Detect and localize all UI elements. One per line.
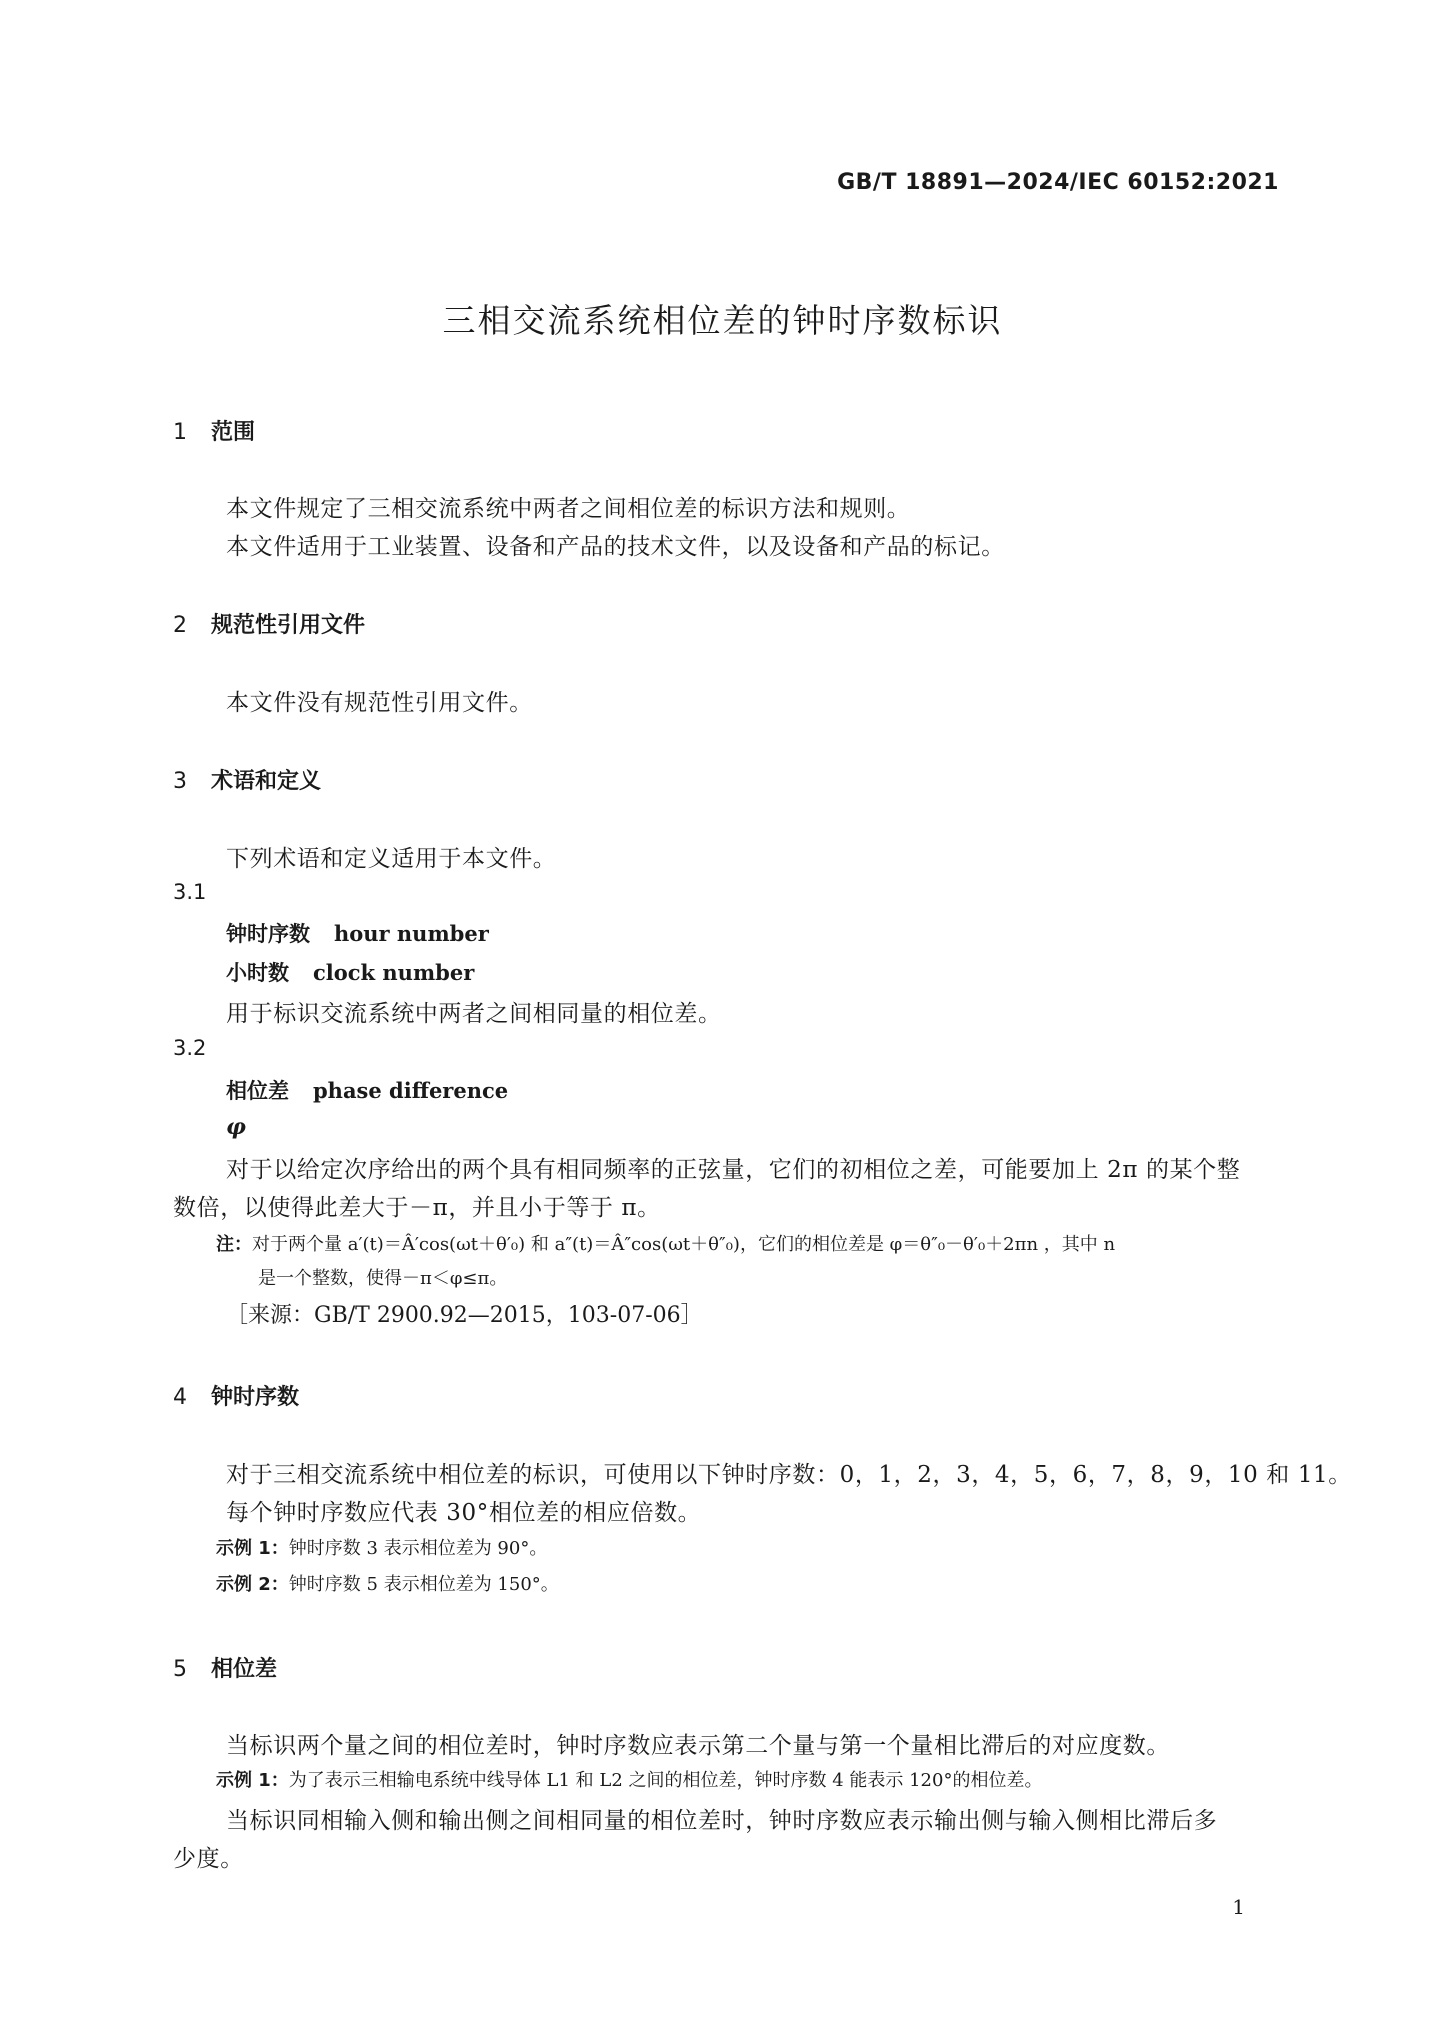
clause-number: 3.1 — [173, 880, 207, 904]
example-label: 示例 1： — [216, 1538, 289, 1559]
clause-number: 3.2 — [173, 1036, 207, 1060]
definition-continued: 数倍，以使得此差大于－π，并且小于等于 π。 — [173, 1195, 661, 1221]
section-title: 规范性引用文件 — [211, 613, 366, 638]
example — [216, 1766, 1042, 1792]
paragraph-continued: 少度。 — [173, 1846, 244, 1872]
note-label: 注： — [216, 1234, 252, 1255]
example-text: 钟时序数 3 表示相位差为 90°。 — [288, 1538, 548, 1559]
paragraph: 当标识两个量之间的相位差时，钟时序数应表示第二个量与第一个量相比滞后的对应度数。 — [226, 1733, 1170, 1759]
standard-number: GB/T 18891—2024/IEC 60152:2021 — [837, 170, 1279, 195]
section-number: 2 — [173, 613, 187, 638]
section-number: 3 — [173, 769, 187, 794]
term-entry — [226, 1075, 508, 1105]
example — [216, 1570, 559, 1596]
term-symbol: φ — [226, 1114, 246, 1140]
term-en: phase difference — [313, 1078, 509, 1103]
paragraph: 本文件规定了三相交流系统中两者之间相位差的标识方法和规则。 — [226, 496, 911, 522]
section-number: 5 — [173, 1657, 187, 1682]
example-label: 示例 2： — [216, 1574, 289, 1595]
term-zh: 钟时序数 — [226, 922, 310, 946]
term-en: hour number — [334, 921, 489, 946]
example-text: 钟时序数 5 表示相位差为 150°。 — [288, 1574, 559, 1595]
paragraph: 本文件适用于工业装置、设备和产品的技术文件，以及设备和产品的标记。 — [226, 534, 1005, 560]
note-text: 对于两个量 a′(t)＝Â′cos(ωt＋θ′₀) 和 a″(t)＝Â″cos(ωt＋θ″₀)，它们的相位差是 φ＝θ″₀－θ′₀＋2πn ，其中 n — [252, 1234, 1116, 1255]
note — [216, 1230, 1115, 1256]
paragraph: 对于三相交流系统中相位差的标识，可使用以下钟时序数：0，1，2，3，4，5，6，7，8，9，10 和 11。 — [226, 1462, 1352, 1488]
example-text: 为了表示三相输电系统中线导体 L1 和 L2 之间的相位差，钟时序数 4 能表示 120°的相位差。 — [288, 1770, 1043, 1791]
definition: 用于标识交流系统中两者之间相同量的相位差。 — [226, 1001, 722, 1027]
section-1-heading — [173, 415, 255, 446]
paragraph: 当标识同相输入侧和输出侧之间相同量的相位差时，钟时序数应表示输出侧与输入侧相比滞后多 — [226, 1808, 1218, 1834]
term-zh: 相位差 — [226, 1079, 289, 1103]
note-continued: 是一个整数，使得－π＜φ≤π。 — [258, 1268, 508, 1289]
paragraph: 本文件没有规范性引用文件。 — [226, 690, 533, 716]
section-number: 1 — [173, 420, 187, 445]
section-number: 4 — [173, 1385, 187, 1410]
page-number: 1 — [1232, 1895, 1245, 1919]
term-entry — [226, 957, 474, 987]
section-title: 钟时序数 — [211, 1385, 300, 1410]
example — [216, 1534, 547, 1560]
paragraph: 每个钟时序数应代表 30°相位差的相应倍数。 — [226, 1500, 702, 1526]
section-title: 范围 — [211, 420, 256, 445]
source-reference: ［来源：GB/T 2900.92—2015，103-07-06］ — [226, 1303, 703, 1328]
term-entry — [226, 918, 489, 948]
section-4-heading — [173, 1380, 299, 1411]
example-label: 示例 1： — [216, 1770, 289, 1791]
term-en: clock number — [313, 960, 475, 985]
section-title: 术语和定义 — [211, 769, 322, 794]
section-3-heading — [173, 764, 321, 795]
section-5-heading — [173, 1652, 277, 1683]
document-title: 三相交流系统相位差的钟时序数标识 — [442, 301, 1003, 340]
term-zh: 小时数 — [226, 961, 289, 985]
paragraph: 下列术语和定义适用于本文件。 — [226, 846, 557, 872]
section-title: 相位差 — [211, 1657, 278, 1682]
definition: 对于以给定次序给出的两个具有相同频率的正弦量，它们的初相位之差，可能要加上 2π 的某个整 — [226, 1157, 1241, 1183]
section-2-heading — [173, 608, 365, 639]
